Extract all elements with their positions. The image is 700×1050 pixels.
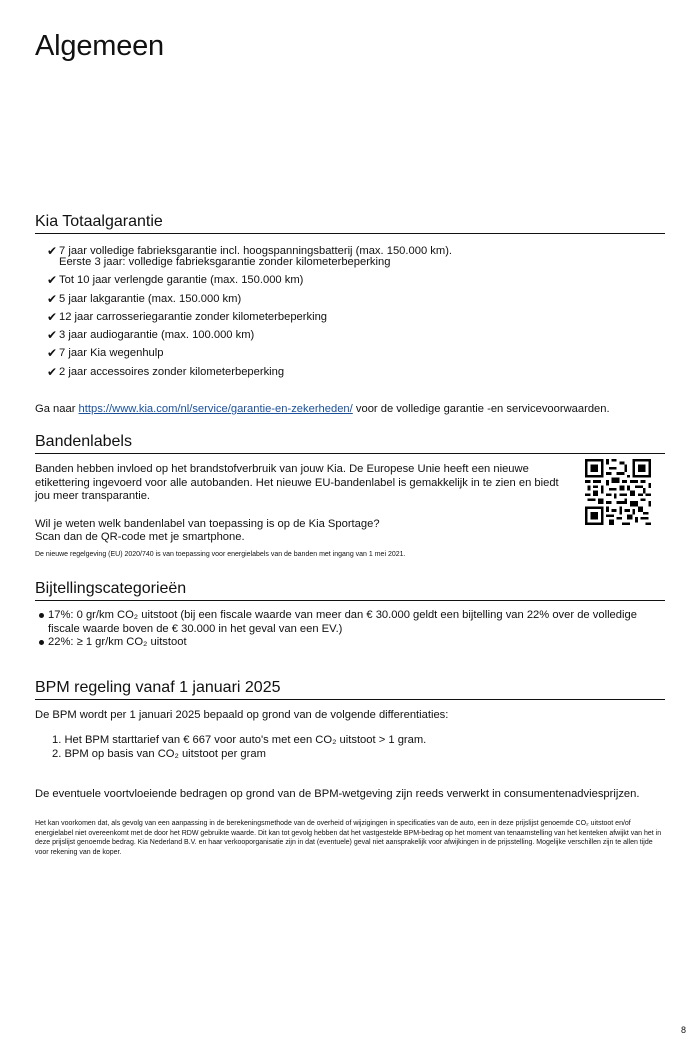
- list-item: 1. Het BPM starttarief van € 667 voor auto's met een CO₂ uitstoot > 1 gram.: [52, 733, 427, 746]
- section-bpm: [35, 678, 665, 857]
- section-title-bandenlabels: Bandenlabels: [35, 432, 665, 454]
- list-item: [47, 271, 665, 289]
- bullet-icon: [39, 640, 44, 645]
- page-title: Algemeen: [35, 30, 164, 62]
- banden-footnote: De nieuwe regelgeving (EU) 2020/740 is van toepassing voor energielabels van de banden met ingang van 1 mei 2021.: [35, 550, 406, 558]
- list-item-text: 2 jaar accessoires zonder kilometerbeperking: [59, 365, 285, 378]
- banden-paragraph-3: Scan dan de QR-code met je smartphone.: [35, 531, 245, 543]
- link-suffix: voor de volledige garantie -en servicevoorwaarden.: [355, 403, 610, 416]
- qr-code-icon[interactable]: [585, 459, 651, 525]
- checkmark-icon: ✔: [47, 273, 58, 288]
- section-bandenlabels: [35, 432, 665, 559]
- list-item: [47, 290, 665, 308]
- checkmark-icon: ✔: [47, 364, 58, 379]
- section-totaalgarantie: [35, 212, 665, 417]
- list-item-text: 3 jaar audiogarantie (max. 100.000 km): [59, 329, 255, 342]
- list-item-subtext: Eerste 3 jaar: volledige fabrieksgarantie zonder kilometerbeperking: [59, 256, 391, 269]
- checkmark-icon: ✔: [47, 244, 58, 258]
- page-number: 8: [680, 1025, 686, 1035]
- list-item: [47, 308, 665, 326]
- section-title-totaalgarantie: Kia Totaalgarantie: [35, 212, 665, 234]
- list-item: [47, 242, 665, 271]
- section-bijtelling: [35, 579, 665, 650]
- list-item-text: 5 jaar lakgarantie (max. 150.000 km): [59, 292, 242, 305]
- bijtelling-list: [35, 609, 665, 650]
- garantie-list: [35, 242, 665, 381]
- checkmark-icon: ✔: [47, 346, 58, 361]
- list-item: [47, 326, 665, 344]
- list-item-text: 17%: 0 gr/km CO₂ uitstoot (bij een fiscale waarde van meer dan € 30.000 geldt een bijtelling van 22% over de volledige fiscale waarde boven de € 30.000 in het geval van een EV.): [48, 609, 637, 635]
- list-item-text: 7 jaar Kia wegenhulp: [59, 347, 164, 360]
- list-item: [35, 609, 665, 636]
- list-item-text: Tot 10 jaar verlengde garantie (max. 150.000 km): [59, 274, 304, 287]
- banden-paragraph-1: Banden hebben invloed op het brandstofverbruik van jouw Kia. De Europese Unie heeft een nieuwe etikettering ingevoerd voor alle autobanden. Het nieuwe EU-bandenlabel is gemakkelijk in te zien en biedt jou meer transparantie.: [35, 463, 559, 502]
- list-item-text: 22%: ≥ 1 gr/km CO₂ uitstoot: [48, 636, 187, 648]
- link-prefix: Ga naar: [35, 403, 76, 416]
- bpm-intro: De BPM wordt per 1 januari 2025 bepaald op grond van de volgende differentiaties:: [35, 709, 449, 721]
- list-item-text: 7 jaar volledige fabrieksgarantie incl. hoogspanningsbatterij (max. 150.000 km).: [59, 245, 453, 257]
- bpm-list: [35, 733, 665, 761]
- list-item: [47, 344, 665, 362]
- list-item: [47, 363, 665, 381]
- section-title-bijtelling: Bijtellingscategorieën: [35, 579, 665, 601]
- checkmark-icon: ✔: [47, 291, 58, 306]
- list-item: 2. BPM op basis van CO₂ uitstoot per gram: [52, 747, 266, 760]
- garantie-link-paragraph: [35, 403, 665, 417]
- banden-paragraph-2: Wil je weten welk bandenlabel van toepassing is op de Kia Sportage?: [35, 517, 380, 530]
- bpm-note: De eventuele voortvloeiende bedragen op grond van de BPM-wetgeving zijn reeds verwerkt in consumentenadviesprijzen.: [35, 787, 640, 800]
- checkmark-icon: ✔: [47, 309, 58, 324]
- garantie-link[interactable]: https://www.kia.com/nl/service/garantie-en-zekerheden/: [78, 403, 353, 416]
- disclaimer: Het kan voorkomen dat, als gevolg van een aanpassing in de berekeningsmethode van de overheid of wijzigingen in specificaties van de auto, een in deze prijslijst genoemde CO₂ uitstoot en/of energielabel niet overeenkomt met de door het RDW gebruikte waarde. Dit kan tot gevolg hebben dat het vastgestelde BPM-bedrag op het moment van tenaamstelling van het kenteken afwijkt van het in deze prijslijst genoemde bedrag. Kia Nederland B.V. en haar verkooporganisatie zijn in dat (eventuele) geval niet aansprakelijk voor afwijkingen in de prijsstelling. Mogelijke verschillen zijn te allen tijde voor rekening van de koper.: [35, 820, 662, 856]
- section-title-bpm: BPM regeling vanaf 1 januari 2025: [35, 678, 665, 700]
- list-item: [35, 636, 665, 650]
- list-item-text: 12 jaar carrosseriegarantie zonder kilometerbeperking: [59, 310, 328, 323]
- bullet-icon: [39, 613, 44, 618]
- checkmark-icon: ✔: [47, 328, 58, 343]
